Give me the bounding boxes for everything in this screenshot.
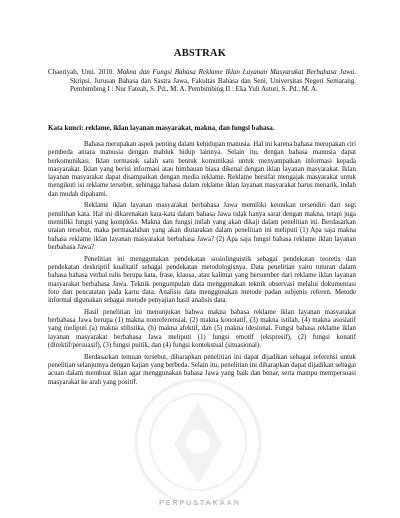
citation	[48, 68, 356, 94]
watermark-text: PERPUSTAKAAN	[159, 500, 241, 507]
keywords: Kata kunci: reklame, iklan layanan masyarakat, makna, dan fungsi bahasa.	[48, 124, 275, 132]
abstract-body	[48, 141, 356, 390]
university-seal-watermark	[118, 372, 278, 512]
paragraph-3: Penelitian ini menggunakan pendekatan sosiolinguistik sebagai pendekatan teoretis dan pendekatan deskriptif kualitatif sebagai pendekatan metodologisnya. Data penelitian yaitu tuturan dalam bahasa bahasa verbal tulis berupa kata, frase, klausa, atau kalimat yang bersumber dari reklame iklan layanan masyarakat berbahasa Jawa. Teknik pengumpulan data menggunakan teknik observasi melalui dokumentasi foto dan pencatatan pada kartu data. Analisis data menggunakan metode padan subjenis referen. Metode informal digunakan sebagai metode penyajian hasil analisis data.	[48, 255, 356, 305]
paragraph-2: Reklame iklan layanan masyarakat berbahasa Jawa memiliki keunikan tersendiri dari segi pemilihan kata. Hal ini dikarenakan kata-kata dalam bahasa Jawa tidak hanya sarat dengan makna, tetapi juga memiliki fungsi yang kompleks. Makna dan fungsi inilah yang akan dikaji dalam penelitian ini. Berdasarkan uraian tersebut, maka permasalahan yang akan diutarakan dalam penelitian ini meliputi (1) Apa saja makna bahasa reklame iklan layanan masyarakat berbahasa Jawa? (2) Apa saja fungsi bahasa reklame iklan layanan berbahasa Jawa?	[48, 202, 356, 251]
paragraph-4: Hasil penelitian ini menunjukan bahwa makna bahasa reklame iklan layanan masyarakat berbahasa Jawa berupa (1) makna nonreferensial, (2) makna konotatif, (3) makna istilah, (4) makna asosiatif yang meliputi (a) makna stilistika, (b) makna afektif, dan (5) makna idesional. Fungsi bahasa reklame iklan layanan masyarakat berbahasa Jawa meliputi (1) fungsi emotif (ekspresif), (2) fungsi konatif (direktif/persuasif), (3) fungsi puitik, dan (4) fungsi kontekstual (situasional).	[48, 308, 356, 349]
paragraph-5: Berdasarkan temuan tersebut, diharapkan penelitian ini dapat dijadikan sebagai referensi untuk penelitian selanjutnya dengan kajian yang berbeda. Selain itu, penelitian ini diharapkan dapat dijadikan sebagai acuan dalam membuat iklan agar menggunakan bahasa Jawa yang baik dan benar, serta mampu mempersuasi masyarakat ke arah yang positif.	[48, 353, 356, 386]
citation-work-title: Makna dan Fungsi Bahasa Reklame Iklan Layanan Masyarakat Berbahasa Jawa	[116, 68, 355, 76]
citation-author-year: Chaeriyah, Umi. 2010.	[48, 68, 117, 76]
page-title: ABSTRAK	[173, 48, 227, 59]
citation-details: . Skripsi. Jurusan Bahasa dan Sastra Jawa, Fakultas Bahasa dan Seni, Universitas Negeri Semarang. Pembimbing I : Nur Fateah, S. Pd., M. A. Pembimbing II : Eka Yuli Astuti, S. Pd., M. A.	[70, 68, 356, 94]
paragraph-1: Bahasa merupakan aspek penting dalam kehidupan manusia. Hal ini karena bahasa merupakan ciri pembeda antara manusia dengan mahluk hidup lainnya. Selain itu, dengan bahasa manusia dapat berkomunikasi. Iklan termasuk salah satu bentuk komunikasi untuk menyampaikan informasi kepada masyarakat. Iklan yang berisi informasi atau himbauan biasa dikenal dengan iklan layanan masyarakat. Iklan layanan masyarakat dapat disampaikan dengan media reklame. Reklame bersifat mengajak masyarakat untuk mengikuti isi reklame tersebut, sehingga bahasa dalam reklame iklan layanan masyarakat harus menarik, indah dan mudah dipahami.	[48, 141, 356, 198]
